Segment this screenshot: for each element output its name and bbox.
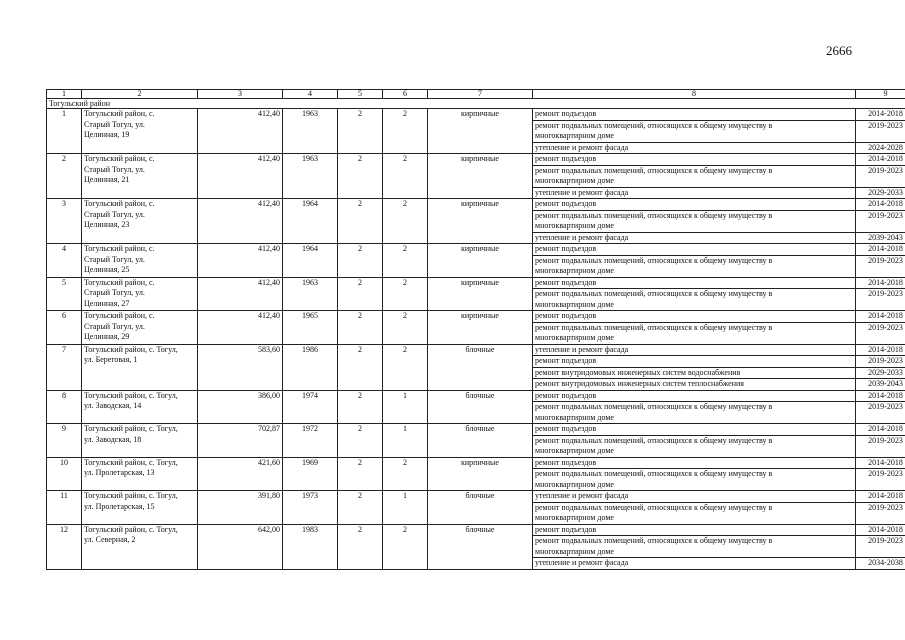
period-cell: 2019-2023 bbox=[856, 356, 905, 368]
column-number-header: 8 bbox=[533, 90, 856, 99]
address-line: Старый Тогул, ул. bbox=[84, 288, 145, 297]
wall-material-cell: блочные bbox=[428, 524, 533, 569]
address-line: ул. Пролетарская, 15 bbox=[84, 501, 155, 511]
period-cell: 2019-2023 bbox=[856, 322, 905, 344]
work-type-line: ремонт подъездов bbox=[535, 457, 597, 467]
entrances-cell: 2 bbox=[383, 244, 428, 278]
work-type-cell bbox=[533, 344, 856, 356]
entrances-cell: 1 bbox=[383, 390, 428, 424]
period-cell: 2014-2018 bbox=[856, 154, 905, 166]
period-cell: 2029-2033 bbox=[856, 367, 905, 379]
work-type-cell bbox=[533, 424, 856, 436]
row-number: 10 bbox=[47, 457, 82, 491]
address-line: Тогульский район, с. bbox=[84, 109, 155, 118]
period-cell: 2019-2023 bbox=[856, 210, 905, 232]
period-cell: 2019-2023 bbox=[856, 469, 905, 491]
column-number-header: 3 bbox=[198, 90, 283, 99]
table-row bbox=[47, 311, 905, 323]
period-cell: 2019-2023 bbox=[856, 255, 905, 277]
address-line: Тогульский район, с. Тогул, bbox=[84, 344, 178, 354]
work-type-cell bbox=[533, 402, 856, 424]
column-number-header: 9 bbox=[856, 90, 905, 99]
entrances-cell: 2 bbox=[383, 109, 428, 154]
wall-material-cell: кирпичные bbox=[428, 109, 533, 154]
period-cell: 2014-2018 bbox=[856, 244, 905, 256]
period-cell: 2014-2018 bbox=[856, 109, 905, 121]
entrances-cell: 2 bbox=[383, 311, 428, 345]
entrances-cell: 2 bbox=[383, 344, 428, 390]
work-type-line: многоквартирном доме bbox=[535, 131, 614, 140]
year-cell: 1964 bbox=[283, 199, 338, 244]
work-type-cell bbox=[533, 244, 856, 256]
table-row bbox=[47, 277, 905, 289]
area-cell: 642,00 bbox=[198, 524, 283, 569]
work-type-cell bbox=[533, 435, 856, 457]
address-line: Тогульский район, с. bbox=[84, 154, 155, 163]
address-cell bbox=[82, 154, 198, 199]
work-type-cell bbox=[533, 558, 856, 570]
floors-cell: 2 bbox=[338, 491, 383, 525]
wall-material-cell: блочные bbox=[428, 424, 533, 458]
work-type-line: многоквартирном доме bbox=[535, 513, 614, 522]
work-type-line: ремонт подвальных помещений, относящихся к общему имуществу в bbox=[535, 469, 773, 478]
page-number: 2666 bbox=[826, 43, 852, 58]
address-line: Тогульский район, с. Тогул, bbox=[84, 524, 178, 534]
address-line: Целинная, 25 bbox=[84, 265, 130, 274]
table-row bbox=[47, 457, 905, 469]
address-cell bbox=[82, 109, 198, 154]
floors-cell: 2 bbox=[338, 244, 383, 278]
area-cell: 421,60 bbox=[198, 457, 283, 491]
work-type-line: ремонт подъездов bbox=[535, 390, 597, 400]
address-cell bbox=[82, 457, 198, 491]
row-number: 11 bbox=[47, 491, 82, 525]
work-type-cell bbox=[533, 142, 856, 154]
address-line: Старый Тогул, ул. bbox=[84, 254, 145, 264]
work-type-line: ремонт внутридомовых инженерных систем теплоснабжения bbox=[535, 379, 744, 388]
period-cell: 2014-2018 bbox=[856, 524, 905, 536]
area-cell: 412,40 bbox=[198, 277, 283, 311]
wall-material-cell: кирпичные bbox=[428, 244, 533, 278]
column-number-header: 4 bbox=[283, 90, 338, 99]
year-cell: 1963 bbox=[283, 154, 338, 199]
period-cell: 2019-2023 bbox=[856, 536, 905, 558]
area-cell: 412,40 bbox=[198, 244, 283, 278]
address-cell bbox=[82, 524, 198, 569]
address-line: Целинная, 21 bbox=[84, 175, 130, 184]
address-line: Старый Тогул, ул. bbox=[84, 119, 145, 129]
period-cell: 2019-2023 bbox=[856, 289, 905, 311]
address-line: Старый Тогул, ул. bbox=[84, 209, 145, 219]
period-cell: 2014-2018 bbox=[856, 390, 905, 402]
period-cell: 2014-2018 bbox=[856, 491, 905, 503]
period-cell: 2019-2023 bbox=[856, 402, 905, 424]
work-type-line: многоквартирном доме bbox=[535, 479, 614, 489]
work-type-line: многоквартирном доме bbox=[535, 333, 614, 342]
table-row bbox=[47, 424, 905, 436]
table-row bbox=[47, 524, 905, 536]
address-cell bbox=[82, 199, 198, 244]
floors-cell: 2 bbox=[338, 390, 383, 424]
work-type-line: ремонт подъездов bbox=[535, 154, 597, 163]
period-cell: 2014-2018 bbox=[856, 457, 905, 469]
work-type-line: ремонт подвальных помещений, относящихся к общему имуществу в bbox=[535, 210, 773, 220]
work-type-cell bbox=[533, 469, 856, 491]
area-cell: 583,60 bbox=[198, 344, 283, 390]
work-type-line: утепление и ремонт фасада bbox=[535, 344, 629, 354]
area-cell: 702,87 bbox=[198, 424, 283, 458]
work-type-line: ремонт внутридомовых инженерных систем водоснабжения bbox=[535, 367, 741, 377]
address-line: ул. Пролетарская, 13 bbox=[84, 468, 155, 477]
row-number: 7 bbox=[47, 344, 82, 390]
year-cell: 1963 bbox=[283, 277, 338, 311]
work-type-cell bbox=[533, 390, 856, 402]
area-cell: 386,00 bbox=[198, 390, 283, 424]
entrances-cell: 2 bbox=[383, 457, 428, 491]
row-number: 12 bbox=[47, 524, 82, 569]
address-line: Старый Тогул, ул. bbox=[84, 321, 145, 331]
wall-material-cell: блочные bbox=[428, 390, 533, 424]
wall-material-cell: блочные bbox=[428, 491, 533, 525]
address-cell bbox=[82, 311, 198, 345]
table-body bbox=[47, 90, 905, 570]
floors-cell: 2 bbox=[338, 199, 383, 244]
floors-cell: 2 bbox=[338, 524, 383, 569]
row-number: 4 bbox=[47, 244, 82, 278]
work-type-cell bbox=[533, 232, 856, 244]
area-cell: 391,80 bbox=[198, 491, 283, 525]
entrances-cell: 2 bbox=[383, 154, 428, 199]
row-number: 2 bbox=[47, 154, 82, 199]
year-cell: 1965 bbox=[283, 311, 338, 345]
wall-material-cell: блочные bbox=[428, 344, 533, 390]
work-type-cell bbox=[533, 165, 856, 187]
address-cell bbox=[82, 424, 198, 458]
address-line: Тогульский район, с. bbox=[84, 199, 155, 208]
floors-cell: 2 bbox=[338, 109, 383, 154]
work-type-line: многоквартирном доме bbox=[535, 266, 614, 275]
entrances-cell: 2 bbox=[383, 277, 428, 311]
wall-material-cell: кирпичные bbox=[428, 311, 533, 345]
work-type-cell bbox=[533, 322, 856, 344]
wall-material-cell: кирпичные bbox=[428, 277, 533, 311]
work-type-line: ремонт подвальных помещений, относящихся к общему имуществу в bbox=[535, 165, 773, 175]
address-line: ул. Заводская, 18 bbox=[84, 434, 142, 444]
region-name: Тогульский район bbox=[47, 99, 905, 109]
table-row bbox=[47, 154, 905, 166]
year-cell: 1963 bbox=[283, 109, 338, 154]
floors-cell: 2 bbox=[338, 424, 383, 458]
work-type-line: ремонт подъездов bbox=[535, 524, 597, 534]
work-type-line: ремонт подъездов bbox=[535, 244, 597, 253]
period-cell: 2019-2023 bbox=[856, 435, 905, 457]
work-type-cell bbox=[533, 502, 856, 524]
period-cell: 2029-2033 bbox=[856, 187, 905, 199]
address-line: Тогульский район, с. Тогул, bbox=[84, 457, 178, 467]
address-line: Тогульский район, с. bbox=[84, 277, 155, 287]
year-cell: 1986 bbox=[283, 344, 338, 390]
address-line: Целинная, 29 bbox=[84, 332, 130, 341]
work-type-line: ремонт подвальных помещений, относящихся к общему имуществу в bbox=[535, 255, 773, 265]
period-cell: 2014-2018 bbox=[856, 199, 905, 211]
year-cell: 1974 bbox=[283, 390, 338, 424]
address-line: ул. Северная, 2 bbox=[84, 535, 136, 544]
work-type-cell bbox=[533, 154, 856, 166]
floors-cell: 2 bbox=[338, 277, 383, 311]
year-cell: 1973 bbox=[283, 491, 338, 525]
work-type-cell bbox=[533, 356, 856, 368]
row-number: 3 bbox=[47, 199, 82, 244]
entrances-cell: 1 bbox=[383, 491, 428, 525]
work-type-cell bbox=[533, 524, 856, 536]
table-row bbox=[47, 244, 905, 256]
address-cell bbox=[82, 491, 198, 525]
column-number-header: 6 bbox=[383, 90, 428, 99]
floors-cell: 2 bbox=[338, 311, 383, 345]
period-cell: 2014-2018 bbox=[856, 344, 905, 356]
period-cell: 2019-2023 bbox=[856, 502, 905, 524]
address-line: Целинная, 27 bbox=[84, 298, 130, 308]
work-type-line: многоквартирном доме bbox=[535, 546, 614, 556]
period-cell: 2024-2028 bbox=[856, 142, 905, 154]
area-cell: 412,40 bbox=[198, 311, 283, 345]
work-type-line: ремонт подвальных помещений, относящихся к общему имуществу в bbox=[535, 402, 773, 411]
work-type-line: многоквартирном доме bbox=[535, 446, 614, 455]
work-type-line: многоквартирном доме bbox=[535, 299, 614, 309]
address-line: Тогульский район, с. bbox=[84, 311, 155, 320]
wall-material-cell: кирпичные bbox=[428, 199, 533, 244]
work-type-line: ремонт подъездов bbox=[535, 277, 597, 287]
work-type-line: ремонт подвальных помещений, относящихся к общему имуществу в bbox=[535, 322, 773, 332]
work-type-line: утепление и ремонт фасада bbox=[535, 187, 629, 197]
table-row bbox=[47, 344, 905, 356]
work-type-line: утепление и ремонт фасада bbox=[535, 491, 629, 500]
work-type-line: ремонт подвальных помещений, относящихся к общему имуществу в bbox=[535, 120, 773, 130]
work-type-cell bbox=[533, 120, 856, 142]
work-type-line: ремонт подъездов bbox=[535, 109, 597, 118]
floors-cell: 2 bbox=[338, 344, 383, 390]
work-type-line: ремонт подвальных помещений, относящихся к общему имуществу в bbox=[535, 289, 773, 298]
work-type-line: ремонт подъездов bbox=[535, 424, 597, 433]
address-cell bbox=[82, 390, 198, 424]
work-type-cell bbox=[533, 199, 856, 211]
wall-material-cell: кирпичные bbox=[428, 154, 533, 199]
column-number-header: 7 bbox=[428, 90, 533, 99]
address-line: ул. Заводская, 14 bbox=[84, 401, 142, 410]
row-number: 9 bbox=[47, 424, 82, 458]
work-type-line: ремонт подвальных помещений, относящихся к общему имуществу в bbox=[535, 502, 773, 512]
year-cell: 1964 bbox=[283, 244, 338, 278]
area-cell: 412,40 bbox=[198, 199, 283, 244]
work-type-line: многоквартирном доме bbox=[535, 221, 614, 230]
work-type-cell bbox=[533, 289, 856, 311]
area-cell: 412,40 bbox=[198, 154, 283, 199]
period-cell: 2014-2018 bbox=[856, 277, 905, 289]
address-cell bbox=[82, 277, 198, 311]
entrances-cell: 2 bbox=[383, 199, 428, 244]
table-row bbox=[47, 199, 905, 211]
period-cell: 2034-2038 bbox=[856, 558, 905, 570]
table-row bbox=[47, 390, 905, 402]
entrances-cell: 1 bbox=[383, 424, 428, 458]
work-type-cell bbox=[533, 109, 856, 121]
work-type-cell bbox=[533, 277, 856, 289]
work-type-cell bbox=[533, 379, 856, 391]
address-line: ул. Береговая, 1 bbox=[84, 355, 138, 364]
address-line: Целинная, 23 bbox=[84, 220, 130, 229]
table-row bbox=[47, 491, 905, 503]
entrances-cell: 2 bbox=[383, 524, 428, 569]
address-line: Целинная, 19 bbox=[84, 130, 130, 139]
work-type-line: многоквартирном доме bbox=[535, 176, 614, 185]
address-cell bbox=[82, 344, 198, 390]
floors-cell: 2 bbox=[338, 154, 383, 199]
address-line: Тогульский район, с. bbox=[84, 244, 155, 253]
address-line: Тогульский район, с. Тогул, bbox=[84, 390, 178, 400]
address-line: Старый Тогул, ул. bbox=[84, 164, 145, 174]
period-cell: 2019-2023 bbox=[856, 120, 905, 142]
period-cell: 2019-2023 bbox=[856, 165, 905, 187]
period-cell: 2039-2043 bbox=[856, 232, 905, 244]
work-type-line: утепление и ремонт фасада bbox=[535, 142, 629, 152]
work-type-line: ремонт подвальных помещений, относящихся к общему имуществу в bbox=[535, 435, 773, 445]
work-type-cell bbox=[533, 255, 856, 277]
column-number-header: 1 bbox=[47, 90, 82, 99]
work-type-line: ремонт подъездов bbox=[535, 199, 597, 208]
work-type-line: утепление и ремонт фасада bbox=[535, 558, 629, 567]
address-line: Тогульский район, с. Тогул, bbox=[84, 424, 178, 433]
area-cell: 412,40 bbox=[198, 109, 283, 154]
row-number: 6 bbox=[47, 311, 82, 345]
row-number: 5 bbox=[47, 277, 82, 311]
wall-material-cell: кирпичные bbox=[428, 457, 533, 491]
work-type-cell bbox=[533, 491, 856, 503]
period-cell: 2014-2018 bbox=[856, 424, 905, 436]
work-type-line: ремонт подъездов bbox=[535, 311, 597, 320]
year-cell: 1969 bbox=[283, 457, 338, 491]
column-number-header: 2 bbox=[82, 90, 198, 99]
work-type-cell bbox=[533, 210, 856, 232]
table-row bbox=[47, 109, 905, 121]
region-row bbox=[47, 99, 905, 109]
repair-program-table bbox=[46, 89, 905, 570]
year-cell: 1983 bbox=[283, 524, 338, 569]
floors-cell: 2 bbox=[338, 457, 383, 491]
column-number-header: 5 bbox=[338, 90, 383, 99]
work-type-line: утепление и ремонт фасада bbox=[535, 232, 629, 242]
address-cell bbox=[82, 244, 198, 278]
row-number: 8 bbox=[47, 390, 82, 424]
work-type-cell bbox=[533, 536, 856, 558]
column-number-header-row bbox=[47, 90, 905, 99]
work-type-cell bbox=[533, 311, 856, 323]
work-type-line: многоквартирном доме bbox=[535, 412, 614, 422]
row-number: 1 bbox=[47, 109, 82, 154]
period-cell: 2014-2018 bbox=[856, 311, 905, 323]
work-type-cell bbox=[533, 367, 856, 379]
work-type-cell bbox=[533, 457, 856, 469]
period-cell: 2039-2043 bbox=[856, 379, 905, 391]
year-cell: 1972 bbox=[283, 424, 338, 458]
work-type-line: ремонт подвальных помещений, относящихся к общему имуществу в bbox=[535, 536, 773, 545]
address-line: Тогульский район, с. Тогул, bbox=[84, 491, 178, 500]
work-type-cell bbox=[533, 187, 856, 199]
work-type-line: ремонт подъездов bbox=[535, 356, 597, 365]
